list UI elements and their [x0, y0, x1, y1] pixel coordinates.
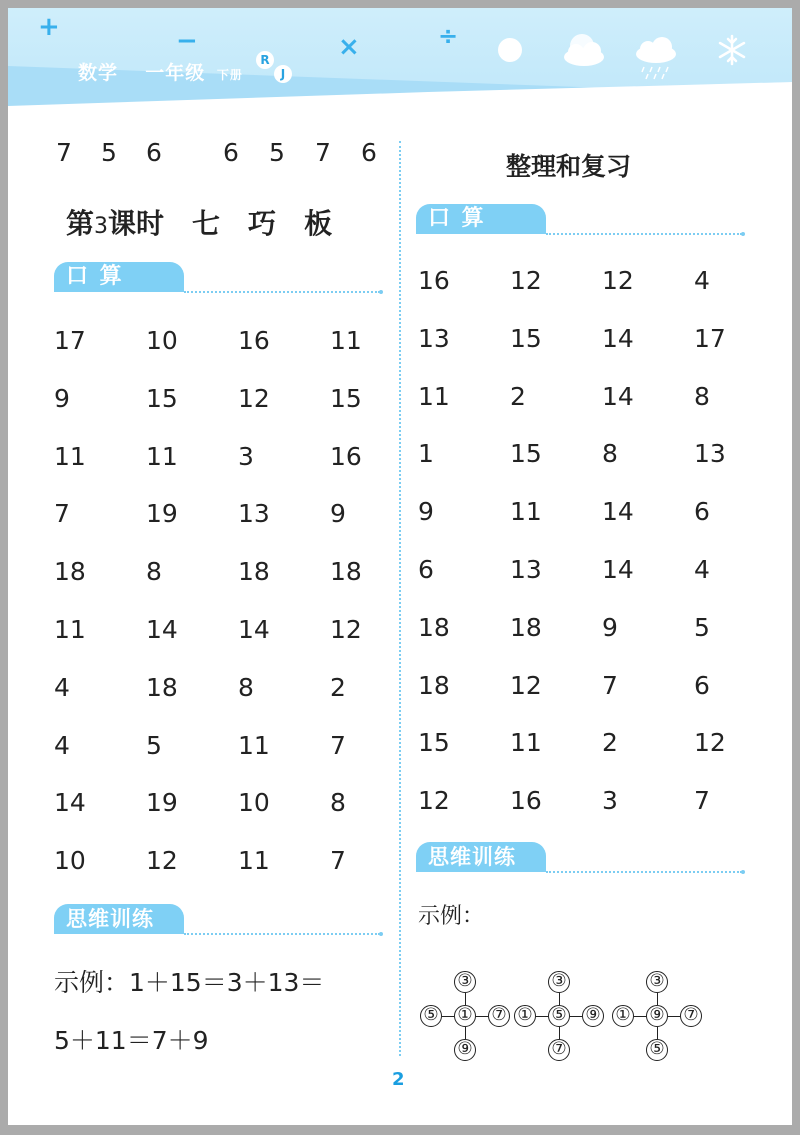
answer-cell: 14: [146, 615, 178, 644]
answer-cell: 12: [602, 266, 634, 295]
answer-cell: 11: [146, 441, 178, 471]
answer-cell: 7: [54, 499, 70, 529]
connector-line: [559, 993, 560, 1005]
answer-cell: 13: [418, 323, 450, 353]
answer-cell: 16: [418, 266, 450, 295]
snowflake-icon: [716, 34, 748, 66]
top-number: 6: [361, 138, 377, 167]
answer-cell: 15: [418, 728, 450, 758]
answer-cell: 13: [510, 555, 542, 584]
tag-dotted-line: [546, 871, 742, 873]
answer-cell: 12: [694, 728, 726, 758]
answer-cell: 3: [602, 786, 618, 816]
answer-cell: 18: [330, 557, 362, 587]
answer-cell: 13: [238, 499, 270, 529]
answer-cell: 12: [418, 786, 450, 816]
connector-line: [570, 1016, 582, 1017]
answer-cell: 4: [694, 555, 710, 584]
answer-cell: 8: [330, 788, 346, 818]
circle-right: ⑦: [488, 1005, 510, 1027]
answer-cell: 12: [510, 266, 542, 295]
answer-cell: 14: [238, 615, 270, 644]
answer-cell: 12: [146, 846, 178, 876]
answer-cell: 1: [418, 439, 434, 469]
plus-symbol: +: [38, 12, 60, 42]
circle-right: ⑨: [582, 1005, 604, 1027]
answer-cell: 15: [330, 383, 362, 413]
tag-mental-math: 口 算: [416, 204, 546, 234]
tag-thinking-training: 思维训练: [54, 904, 184, 934]
rain-cloud-icon: [632, 34, 680, 80]
tag-dotted-line: [184, 933, 380, 935]
answer-cell: 14: [602, 381, 634, 411]
answer-cell: 8: [238, 672, 254, 702]
circle-left: ①: [514, 1005, 536, 1027]
tag-mental-math: 口 算: [54, 262, 184, 292]
answer-cell: 11: [510, 497, 542, 527]
answer-cell: 19: [146, 499, 178, 529]
answer-cell: 2: [510, 381, 526, 411]
circle-center: ⑤: [548, 1005, 570, 1027]
answer-cell: 12: [510, 670, 542, 700]
answer-cell: 8: [694, 381, 710, 411]
answer-cell: 9: [330, 499, 346, 529]
answer-cell: 11: [54, 441, 86, 471]
tag-line-end: [379, 932, 383, 936]
connector-line: [634, 1016, 646, 1017]
top-number: 7: [56, 138, 72, 167]
answer-cell: 10: [54, 846, 86, 876]
subject-label: 数学: [78, 62, 119, 84]
lesson-prefix: 第: [66, 207, 95, 240]
circle-left: ⑤: [420, 1005, 442, 1027]
top-number: 5: [101, 138, 117, 167]
answer-cell: 2: [330, 672, 346, 702]
answer-cell: 11: [238, 846, 270, 876]
tag-line-end: [379, 290, 383, 294]
answer-cell: 7: [330, 730, 346, 760]
page-number: 2: [392, 1069, 405, 1090]
circle-bottom: ⑤: [646, 1039, 668, 1061]
grade-label: 一年级: [145, 62, 206, 84]
answer-cell: 18: [418, 612, 450, 642]
answer-cell: 16: [238, 326, 270, 355]
answer-cell: 8: [602, 439, 618, 469]
answer-cell: 12: [330, 615, 362, 644]
example-line-2: 5＋11＝7＋9: [54, 1026, 209, 1055]
lesson-unit: 课时: [108, 207, 165, 240]
answer-cell: 14: [602, 323, 634, 353]
tag-dotted-line: [184, 291, 380, 293]
example-label: 示例：: [418, 904, 485, 929]
book-title: [78, 58, 243, 85]
connector-line: [465, 1027, 466, 1039]
connector-line: [668, 1016, 680, 1017]
answer-cell: 9: [602, 612, 618, 642]
answer-cell: 4: [694, 266, 710, 295]
answer-cell: 11: [418, 381, 450, 411]
lesson-char: 七: [192, 207, 221, 240]
connector-line: [657, 1027, 658, 1039]
answer-cell: 6: [694, 670, 710, 700]
answer-cell: 18: [418, 670, 450, 700]
workbook-page: [8, 8, 792, 1125]
answer-cell: 9: [418, 497, 434, 527]
answer-cell: 14: [54, 788, 86, 818]
answer-cell: 5: [694, 612, 710, 642]
answer-cell: 19: [146, 788, 178, 818]
tag-thinking-training: 思维训练: [416, 842, 546, 872]
column-divider: [399, 141, 401, 1056]
circle-top: ③: [548, 971, 570, 993]
circle-center: ①: [454, 1005, 476, 1027]
section-title: 整理和复习: [506, 152, 632, 181]
badge-j: J: [274, 65, 292, 83]
answer-cell: 10: [238, 788, 270, 818]
answer-cell: 2: [602, 728, 618, 758]
tag-line-end: [741, 870, 745, 874]
circle-center: ⑨: [646, 1005, 668, 1027]
tag-line-end: [741, 232, 745, 236]
circle-top: ③: [646, 971, 668, 993]
answer-cell: 5: [146, 730, 162, 760]
answer-cell: 18: [510, 612, 542, 642]
answer-cell: 7: [694, 786, 710, 816]
answer-cell: 18: [146, 672, 178, 702]
answer-cell: 11: [238, 730, 270, 760]
lesson-char: 巧: [248, 207, 277, 240]
answer-cell: 18: [238, 557, 270, 587]
divide-symbol: ÷: [438, 22, 459, 50]
answer-cell: 15: [510, 439, 542, 469]
lesson-number: 3: [94, 214, 109, 239]
connector-line: [476, 1016, 488, 1017]
sun-cloud-icon: [560, 30, 608, 70]
answer-cell: 4: [54, 730, 70, 760]
answer-cell: 14: [602, 497, 634, 527]
answer-cell: 11: [330, 326, 362, 355]
connector-line: [536, 1016, 548, 1017]
lesson-title: [66, 202, 332, 242]
tag-dotted-line: [546, 233, 742, 235]
top-number: 6: [146, 138, 162, 167]
top-number: 6: [223, 138, 239, 167]
times-symbol: ×: [338, 32, 360, 62]
answer-cell: 16: [510, 786, 542, 816]
connector-line: [657, 993, 658, 1005]
answer-cell: 17: [694, 323, 726, 353]
example-line-1: 示例：1＋15＝3＋13＝: [54, 968, 325, 997]
circle-bottom: ⑨: [454, 1039, 476, 1061]
answer-cell: 8: [146, 557, 162, 587]
connector-line: [442, 1016, 454, 1017]
answer-cell: 9: [54, 383, 70, 413]
answer-cell: 14: [602, 555, 634, 584]
answer-cell: 15: [146, 383, 178, 413]
answer-cell: 4: [54, 672, 70, 702]
answer-cell: 6: [694, 497, 710, 527]
circle-left: ①: [612, 1005, 634, 1027]
answer-cell: 11: [510, 728, 542, 758]
top-number: 5: [269, 138, 285, 167]
badge-r: R: [256, 51, 274, 69]
answer-cell: 16: [330, 441, 362, 471]
answer-cell: 7: [330, 846, 346, 876]
sun-icon: [496, 36, 524, 64]
top-number: 7: [315, 138, 331, 167]
minus-symbol: −: [176, 26, 198, 56]
answer-cell: 3: [238, 441, 254, 471]
circle-bottom: ⑦: [548, 1039, 570, 1061]
connector-line: [465, 993, 466, 1005]
answer-cell: 10: [146, 326, 178, 355]
connector-line: [559, 1027, 560, 1039]
answer-cell: 13: [694, 439, 726, 469]
volume-label: 下册: [216, 68, 243, 82]
answer-cell: 11: [54, 615, 86, 644]
answer-cell: 15: [510, 323, 542, 353]
header-banner: [8, 8, 792, 108]
answer-cell: 18: [54, 557, 86, 587]
answer-cell: 17: [54, 326, 86, 355]
lesson-char: 板: [304, 207, 333, 240]
answer-cell: 12: [238, 383, 270, 413]
circle-right: ⑦: [680, 1005, 702, 1027]
answer-cell: 6: [418, 555, 434, 584]
circle-top: ③: [454, 971, 476, 993]
answer-cell: 7: [602, 670, 618, 700]
